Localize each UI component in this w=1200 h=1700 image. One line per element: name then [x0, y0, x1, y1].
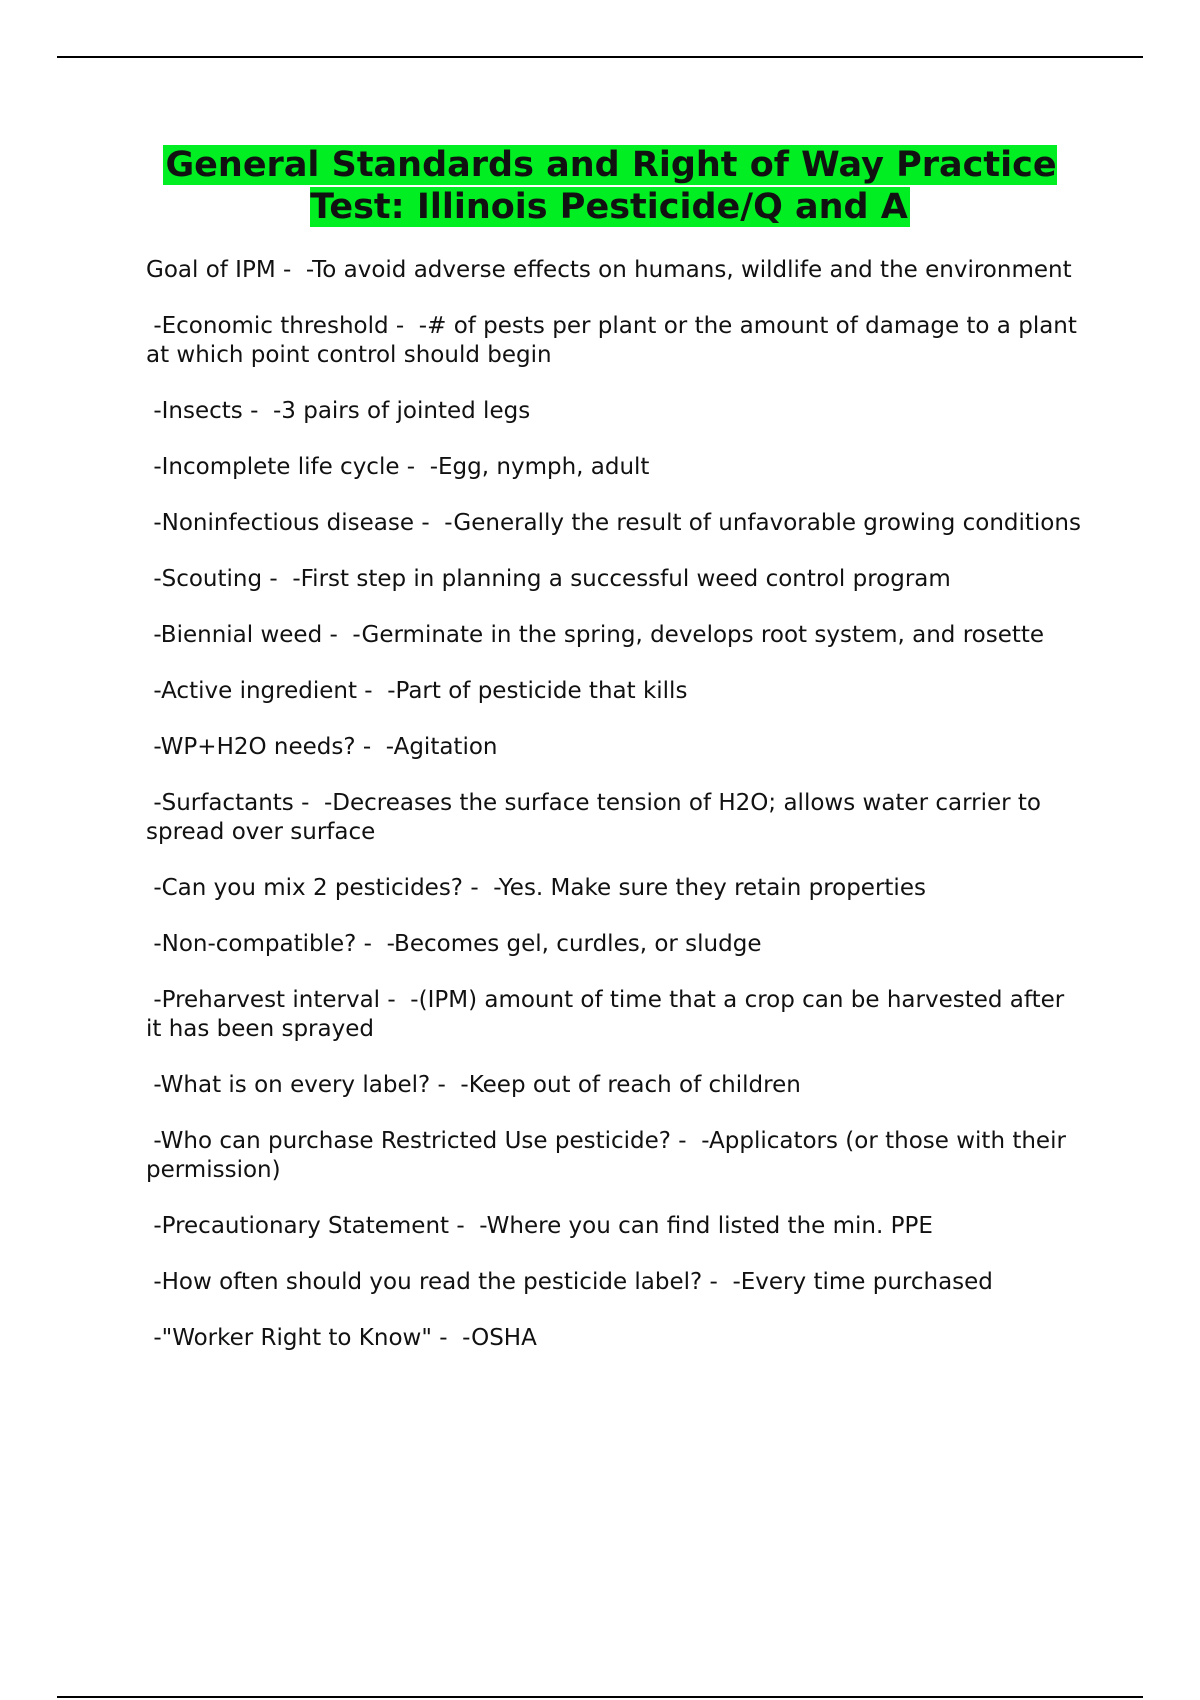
qa-item: -Noninfectious disease - -Generally the result of unfavorable growing conditions	[146, 510, 1081, 536]
qa-item: -Biennial weed - -Germinate in the spring, develops root system, and rosette	[146, 622, 1045, 648]
qa-item: -Surfactants - -Decreases the surface tension of H2O; allows water carrier to spread over surface	[146, 790, 1049, 845]
qa-item: -"Worker Right to Know" - -OSHA	[146, 1325, 537, 1351]
qa-item: Goal of IPM - -To avoid adverse effects on humans, wildlife and the environment	[146, 257, 1072, 283]
qa-item: -What is on every label? - -Keep out of reach of children	[146, 1072, 801, 1098]
bottom-rule	[57, 1696, 1143, 1698]
qa-item: -Economic threshold - -# of pests per plant or the amount of damage to a plant at which point control should begin	[146, 313, 1085, 368]
qa-item: -Can you mix 2 pesticides? - -Yes. Make sure they retain properties	[146, 875, 926, 901]
qa-item: -Incomplete life cycle - -Egg, nymph, adult	[146, 454, 650, 480]
qa-item: -Active ingredient - -Part of pesticide that kills	[146, 678, 688, 704]
qa-item: -Insects - -3 pairs of jointed legs	[146, 398, 531, 424]
qa-item: -Scouting - -First step in planning a successful weed control program	[146, 566, 951, 592]
qa-item: -Precautionary Statement - -Where you can find listed the min. PPE	[146, 1213, 933, 1239]
page-title	[140, 144, 1080, 228]
qa-list	[146, 256, 1086, 1380]
qa-item: -WP+H2O needs? - -Agitation	[146, 734, 498, 760]
top-rule	[57, 56, 1143, 58]
qa-item: -Non-compatible? - -Becomes gel, curdles, or sludge	[146, 931, 762, 957]
page-title-highlight: General Standards and Right of Way Practice Test: Illinois Pesticide/Q and A	[165, 145, 1057, 227]
qa-item: -Who can purchase Restricted Use pesticide? - -Applicators (or those with their permission)	[146, 1128, 1074, 1183]
qa-item: -How often should you read the pesticide label? - -Every time purchased	[146, 1269, 993, 1295]
qa-item: -Preharvest interval - -(IPM) amount of time that a crop can be harvested after it has been sprayed	[146, 987, 1072, 1042]
